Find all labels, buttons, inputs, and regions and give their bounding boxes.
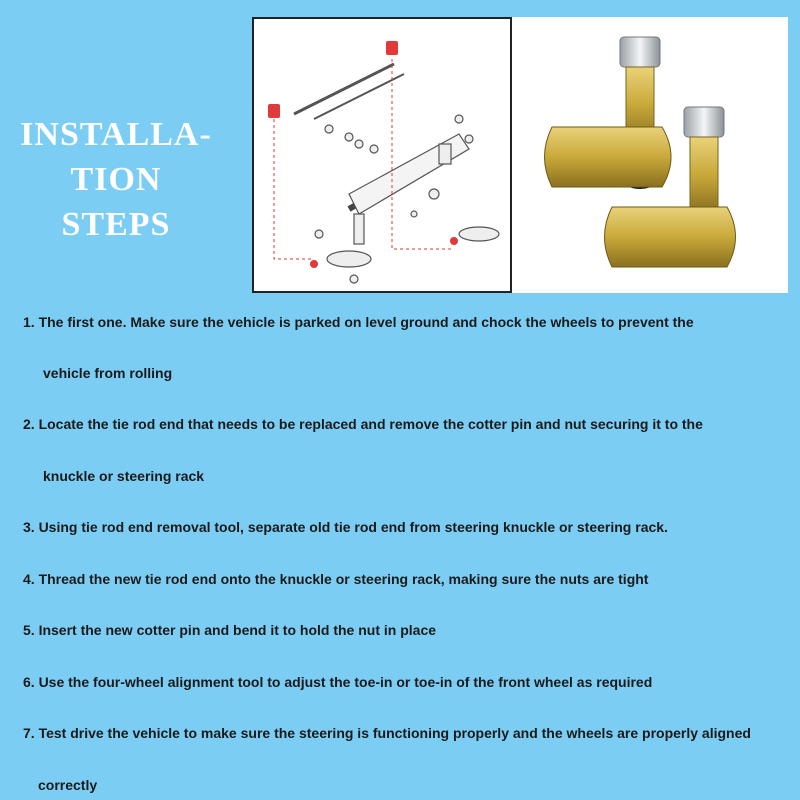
- step-7-line-1: 7. Test drive the vehicle to make sure the steering is functioning properly and the wheels are properly aligned: [23, 725, 751, 741]
- step-6: 6. Use the four-wheel alignment tool to adjust the toe-in or toe-in of the front wheel as required: [23, 674, 653, 690]
- title-line-1: INSTALLA-: [20, 116, 212, 153]
- tie-rod-ends-photo: [512, 17, 788, 293]
- step-1-line-2: vehicle from rolling: [43, 365, 173, 381]
- step-2-line-2: knuckle or steering rack: [43, 468, 205, 484]
- step-3: 3. Using tie rod end removal tool, separate old tie rod end from steering knuckle or steering rack.: [23, 519, 668, 535]
- title-line-3: STEPS: [61, 206, 171, 243]
- step-7-line-2: correctly: [38, 777, 98, 793]
- exploded-diagram-image: [252, 17, 512, 293]
- step-2-line-1: 2. Locate the tie rod end that needs to be replaced and remove the cotter pin and nut securing it to the: [23, 416, 703, 432]
- page-title: [0, 112, 232, 247]
- step-5: 5. Insert the new cotter pin and bend it to hold the nut in place: [23, 622, 437, 638]
- tie-rod-ends-illustration: [512, 17, 788, 293]
- step-1-line-1: 1. The first one. Make sure the vehicle is parked on level ground and chock the wheels to prevent the: [23, 314, 694, 330]
- steering-diagram-illustration: [254, 19, 510, 291]
- title-line-2: TION: [70, 161, 162, 198]
- step-4: 4. Thread the new tie rod end onto the knuckle or steering rack, making sure the nuts are tight: [23, 571, 649, 587]
